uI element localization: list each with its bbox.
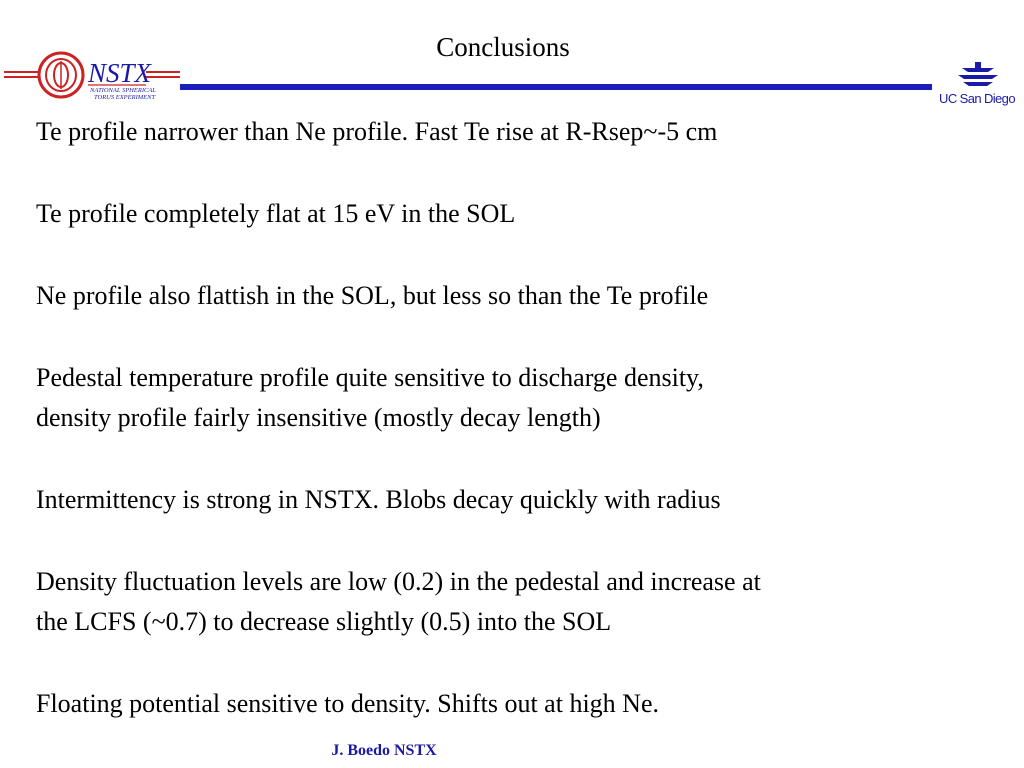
bullet-text: Intermittency is strong in NSTX. Blobs decay quickly with radius: [36, 485, 721, 514]
nstx-logo-line2: TORUS EXPERIMENT: [94, 94, 156, 101]
bullet-text: Ne profile also flattish in the SOL, but less so than the Te profile: [36, 281, 709, 310]
bullet-text: Pedestal temperature profile quite sensitive to discharge density,: [36, 363, 704, 392]
nstx-logo-line1: NATIONAL SPHERICAL: [90, 87, 156, 94]
bullet-item: [36, 358, 1011, 438]
ucsd-logo: [934, 62, 1020, 110]
nstx-logo-graphic: [4, 50, 180, 102]
bullet-text: Density fluctuation levels are low (0.2) in the pedestal and increase at: [36, 567, 761, 596]
bullet-item: [36, 112, 1011, 152]
ucsd-mark-icon: [956, 62, 1000, 90]
nstx-logo: [4, 50, 180, 102]
bullet-item: [36, 276, 1011, 316]
bullet-text: the LCFS (~0.7) to decrease slightly (0.5) into the SOL: [36, 607, 612, 636]
header-rule: [180, 84, 932, 90]
bullet-text: Te profile narrower than Ne profile. Fast Te rise at R-Rsep~-5 cm: [36, 117, 718, 146]
bullet-item: [36, 562, 1011, 642]
footer-author: J. Boedo NSTX: [331, 742, 437, 759]
bullet-item: [36, 480, 1011, 520]
bullet-text: Floating potential sensitive to density. Shifts out at high Ne.: [36, 689, 659, 718]
bullet-list: [36, 112, 1011, 766]
bullet-text: density profile fairly insensitive (mostly decay length): [36, 403, 601, 432]
slide-title: Conclusions: [436, 32, 570, 62]
bullet-item: [36, 684, 1011, 724]
bullet-item: [36, 194, 1011, 234]
ucsd-logo-text: UC San Diego: [939, 91, 1015, 106]
nstx-logo-name: NSTX: [88, 58, 152, 88]
bullet-text: Te profile completely flat at 15 eV in the SOL: [36, 199, 516, 228]
